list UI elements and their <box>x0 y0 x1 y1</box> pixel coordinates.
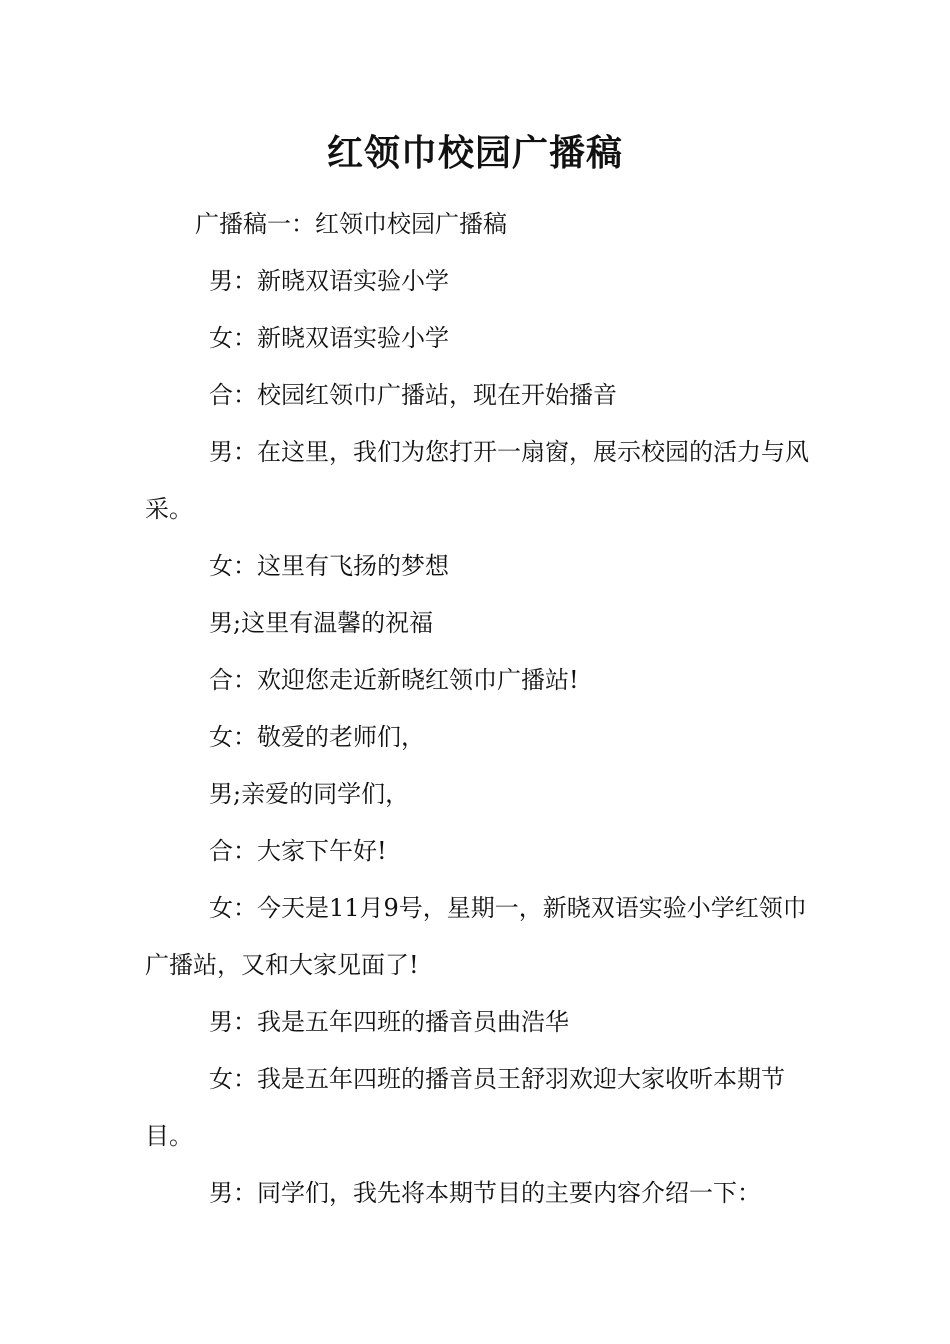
paragraph: 男：同学们，我先将本期节目的主要内容介绍一下： <box>209 1179 761 1207</box>
paragraph: 男：新晓双语实验小学 <box>209 267 449 295</box>
paragraph: 女：敬爱的老师们， <box>209 723 425 751</box>
paragraph: 广播稿一：红领巾校园广播稿 <box>195 210 507 238</box>
paragraph: 男;亲爱的同学们， <box>209 780 410 808</box>
document-body <box>145 196 810 1222</box>
paragraph: 合：欢迎您走近新晓红领巾广播站! <box>209 666 579 694</box>
paragraph: 女：我是五年四班的播音员王舒羽欢迎大家收听本期节目。 <box>145 1065 785 1150</box>
paragraph: 女：这里有飞扬的梦想 <box>209 552 449 580</box>
paragraph: 男：我是五年四班的播音员曲浩华 <box>209 1008 569 1036</box>
paragraph: 女：今天是11月9号，星期一，新晓双语实验小学红领巾广播站，又和大家见面了! <box>145 894 807 979</box>
paragraph: 合：大家下午好! <box>209 837 387 865</box>
paragraph: 男;这里有温馨的祝福 <box>209 609 434 637</box>
paragraph: 男：在这里，我们为您打开一扇窗，展示校园的活力与风采。 <box>145 438 809 523</box>
document-title: 红领巾校园广播稿 <box>326 132 623 174</box>
paragraph: 女：新晓双语实验小学 <box>209 324 449 352</box>
paragraph: 合：校园红领巾广播站，现在开始播音 <box>209 381 617 409</box>
